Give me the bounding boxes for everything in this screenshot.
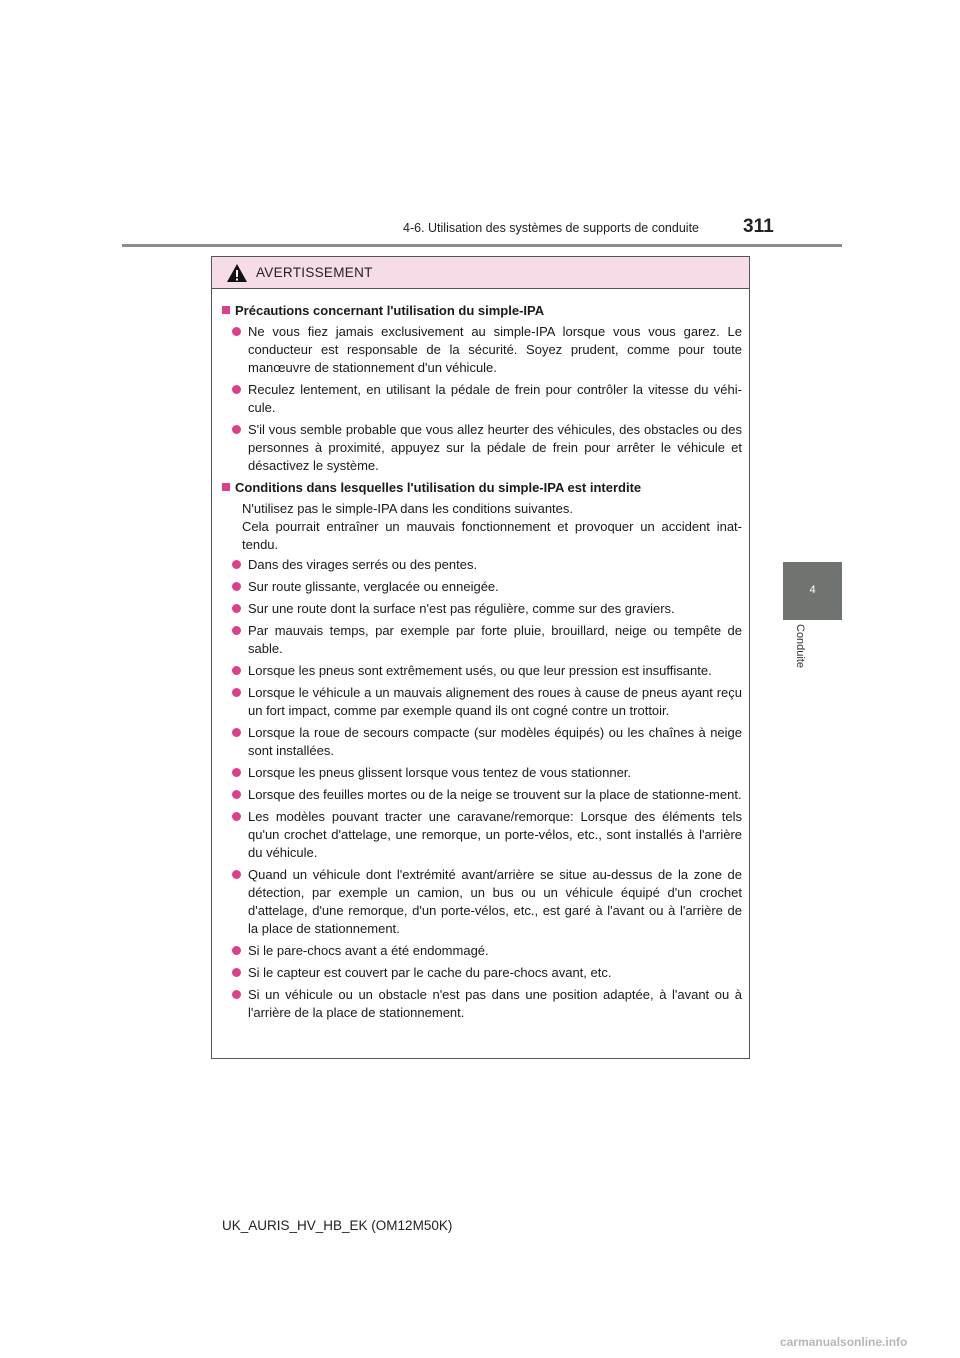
- list-item: Les modèles pouvant tracter une caravane/remorque: Lorsque des éléments tels qu'un crochet d'attelage, une remorque, un porte-vélos, etc., sont installés à l'arrière du véhicule.: [232, 808, 742, 862]
- list-item: Lorsque la roue de secours compacte (sur modèles équipés) ou les chaînes à neige sont installées.: [232, 724, 742, 760]
- list-item: Reculez lentement, en utilisant la pédale de frein pour contrôler la vitesse du véhi-cule.: [232, 381, 742, 417]
- warning-triangle-icon: [226, 263, 248, 283]
- bullet-icon: [232, 870, 241, 879]
- header-divider: [122, 244, 842, 247]
- header-section-title: 4-6. Utilisation des systèmes de supports de conduite: [403, 221, 699, 235]
- list-item: Si un véhicule ou un obstacle n'est pas dans une position adaptée, à l'avant ou à l'arrière de la place de stationnement.: [232, 986, 742, 1022]
- square-bullet-icon: [222, 306, 230, 314]
- bullet-icon: [232, 626, 241, 635]
- bullet-icon: [232, 688, 241, 697]
- chapter-label: Conduite: [794, 624, 806, 669]
- list-item: Si le capteur est couvert par le cache du pare-chocs avant, etc.: [232, 964, 742, 982]
- chapter-number: 4: [809, 584, 816, 596]
- list-item: Quand un véhicule dont l'extrémité avant/arrière se situe au-dessus de la zone de détection, par exemple un camion, un bus ou un véhicule équipé d'un crochet d'attelage, d'une remorque, d'un porte-vélos, etc., est garé à l'avant ou à l'arrière de la place de stationnement.: [232, 866, 742, 938]
- section-title: Conditions dans lesquelles l'utilisation du simple-IPA est interdite: [222, 479, 742, 497]
- bullet-icon: [232, 666, 241, 675]
- bullet-icon: [232, 425, 241, 434]
- bullet-icon: [232, 790, 241, 799]
- bullet-icon: [232, 768, 241, 777]
- bullet-icon: [232, 385, 241, 394]
- list-item: Lorsque les pneus sont extrêmement usés, ou que leur pression est insuffisante.: [232, 662, 742, 680]
- list-item: Ne vous fiez jamais exclusivement au simple-IPA lorsque vous vous garez. Le conducteur est responsable de la sécurité. Soyez prudent, comme pour toute manœuvre de stationnement d'un véhicule.: [232, 323, 742, 377]
- warning-box: [211, 256, 750, 1059]
- warning-title: AVERTISSEMENT: [256, 265, 373, 280]
- watermark: carmanualsonline.info: [780, 1335, 908, 1349]
- bullet-icon: [232, 327, 241, 336]
- bullet-icon: [232, 946, 241, 955]
- section-title: Précautions concernant l'utilisation du simple-IPA: [222, 302, 742, 320]
- list-item: Lorsque des feuilles mortes ou de la neige se trouvent sur la place de stationne-ment.: [232, 786, 742, 804]
- list-item: Lorsque les pneus glissent lorsque vous tentez de vous stationner.: [232, 764, 742, 782]
- bullet-icon: [232, 728, 241, 737]
- list-item: S'il vous semble probable que vous allez heurter des véhicules, des obstacles ou des personnes à proximité, appuyez sur la pédale de frein pour arrêter le véhicule et désactivez le système.: [232, 421, 742, 475]
- list-item: Sur route glissante, verglacée ou enneigée.: [232, 578, 742, 596]
- section-intro-2: Cela pourrait entraîner un mauvais fonctionnement et provoquer un accident inat-tendu.: [242, 519, 742, 552]
- bullet-icon: [232, 560, 241, 569]
- list-item: Si le pare-chocs avant a été endommagé.: [232, 942, 742, 960]
- chapter-tab: [783, 562, 842, 620]
- warning-body: [212, 289, 749, 1022]
- list-item: Sur une route dont la surface n'est pas régulière, comme sur des graviers.: [232, 600, 742, 618]
- list-item: Par mauvais temps, par exemple par forte pluie, brouillard, neige ou tempête de sable.: [232, 622, 742, 658]
- warning-header: [212, 257, 749, 289]
- bullet-icon: [232, 604, 241, 613]
- page-number: 311: [743, 216, 774, 237]
- list-item: Dans des virages serrés ou des pentes.: [232, 556, 742, 574]
- bullet-icon: [232, 990, 241, 999]
- bullet-icon: [232, 812, 241, 821]
- bullet-icon: [232, 582, 241, 591]
- list-item: Lorsque le véhicule a un mauvais alignement des roues à cause de pneus ayant reçu un fort impact, comme par exemple quand ils ont cogné contre un trottoir.: [232, 684, 742, 720]
- square-bullet-icon: [222, 483, 230, 491]
- bullet-icon: [232, 968, 241, 977]
- document-code: UK_AURIS_HV_HB_EK (OM12M50K): [222, 1218, 453, 1233]
- section-intro: N'utilisez pas le simple-IPA dans les conditions suivantes.: [242, 501, 574, 516]
